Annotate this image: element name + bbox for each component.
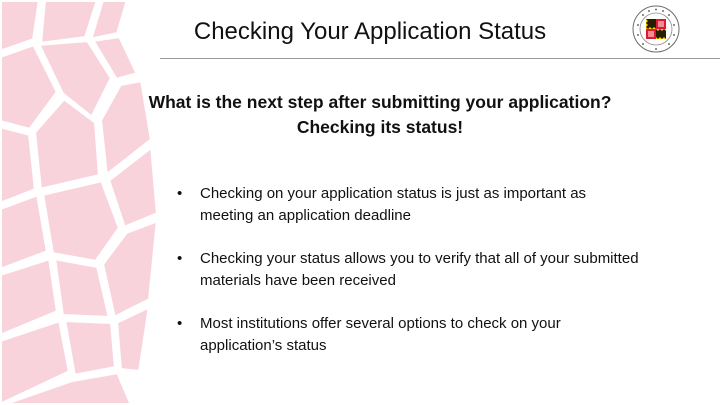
bullet-text: Checking your status allows you to verify that all of your submitted materials have been received — [200, 250, 639, 289]
slide-subtitle — [100, 90, 660, 140]
bullet-dot-icon: • — [177, 250, 183, 267]
bullet-item — [177, 183, 640, 227]
subtitle-line-question: What is the next step after submitting your application? — [148, 92, 612, 112]
bullet-text: Checking on your application status is just as important as meeting an application deadline — [200, 185, 587, 224]
bullet-text: Most institutions offer several options to check on your application’s status — [200, 315, 561, 354]
bullet-item — [177, 313, 640, 357]
title-divider — [160, 58, 720, 59]
bullet-dot-icon: • — [177, 185, 183, 202]
bullet-dot-icon: • — [177, 315, 183, 332]
subtitle-line-answer: Checking its status! — [296, 117, 464, 137]
slide-title: Checking Your Application Status — [193, 18, 547, 45]
university-seal-icon — [632, 5, 680, 53]
bullet-item — [177, 248, 640, 292]
turtle-shell-icon — [0, 0, 160, 405]
bullet-list — [177, 183, 640, 378]
